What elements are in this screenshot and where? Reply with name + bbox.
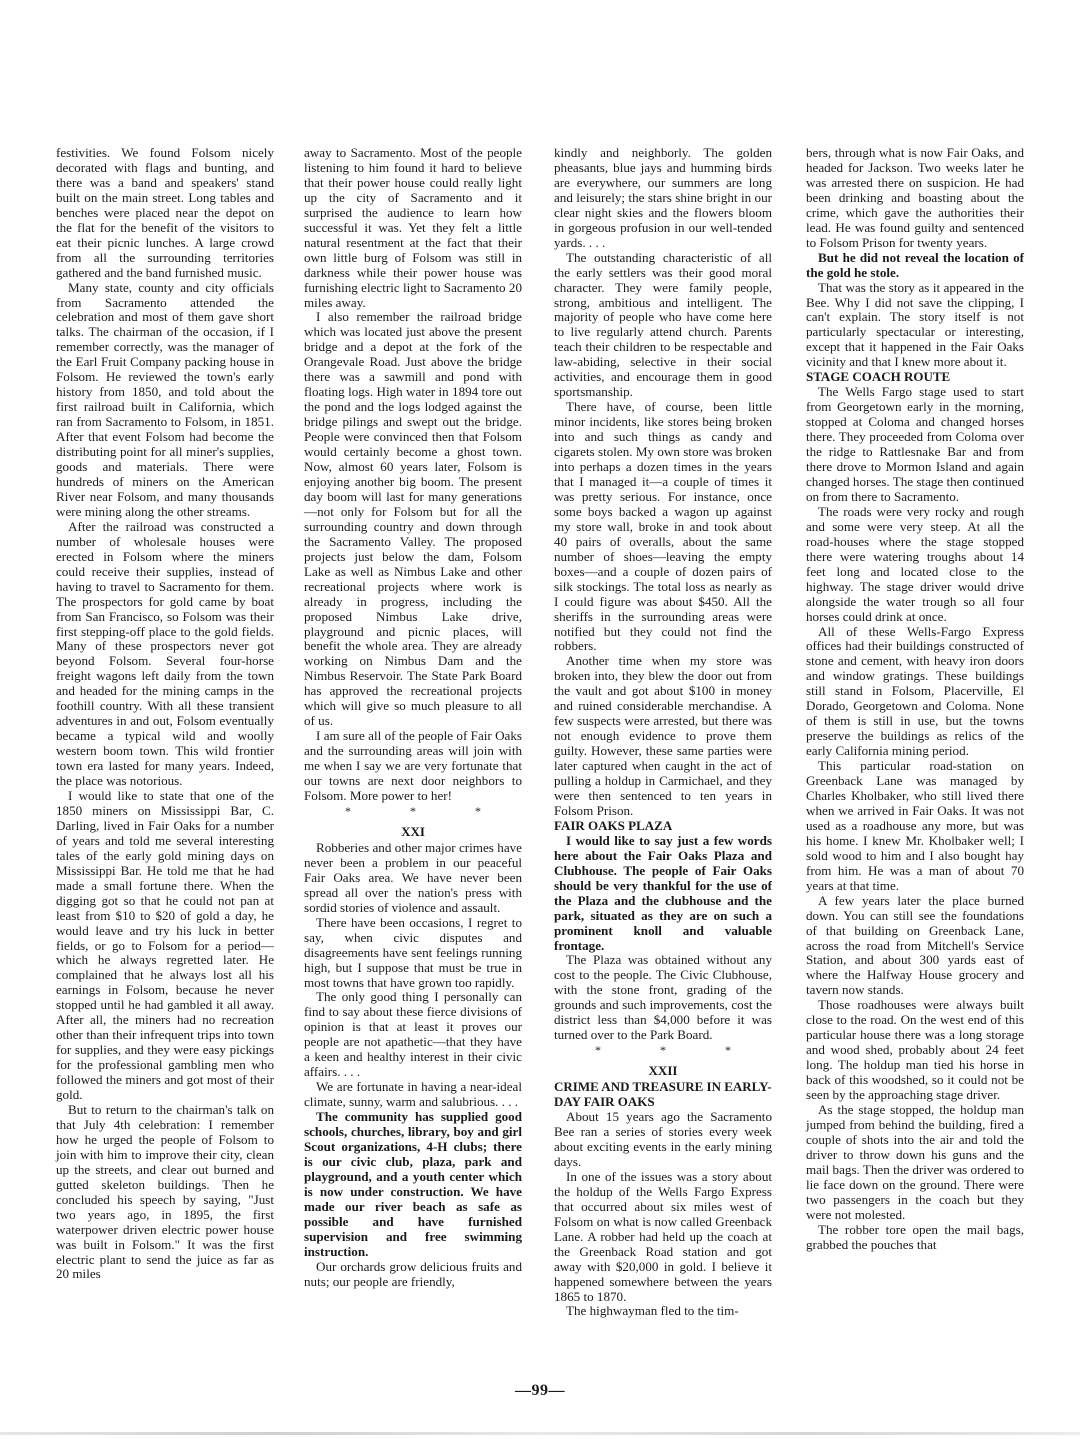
paragraph: In one of the issues was a story about the holdup of the Wells Fargo Express that occurred about six miles west of Folsom on what is now called Greenback Lane. A robber had held up the coach at the Greenback Road station and got away with $20,000 in gold. I believe it happened somewhere between the years 1865 to 1870. [554, 1168, 772, 1304]
paragraph: The Wells Fargo stage used to start from Georgetown early in the morning, stopped at Coloma and changed horses there. They proceeded from Coloma over the ridge to Rattlesnake Bar and from there drove to Mormon Island and again changed horses. The stage then continued on from there to Sacramento. [806, 384, 1024, 504]
paragraph: festivities. We found Folsom nicely decorated with flags and bunting, and there was a band and speakers' stand built on the main street. Long tables and benches were placed near the depot on the flat for the benefit of the visitors to eat their picnic lunches. A large crowd from all the surrounding territories gathered and the band furnished music. [56, 145, 274, 280]
section-heading: STAGE COACH ROUTE [806, 369, 951, 385]
scan-edge-divider [0, 1432, 1080, 1435]
text-column-2 [304, 146, 522, 1290]
paragraph: Another time when my store was broken into, they blew the door out from the vault and got about $100 in money and ruined considerable merchandise. A few suspects were arrested, but there was not enough evidence to prove them guilty. However, these same parties were later captured when caught in the act of pulling a holdup in Carmichael, and they were then sentenced to ten years in Folsom Prison. [554, 653, 772, 818]
paragraph: We are fortunate in having a near-ideal climate, sunny, warm and salubrious. . . . [304, 1079, 522, 1110]
paragraph: After the railroad was constructed a number of wholesale houses were erected in Folsom where the miners could receive their supplies, instead of having to travel to Sacramento for them. The prospectors for gold came by boat from San Francisco, so Folsom was their first stepping-off place to the gold fields. Many of these prospectors never got beyond Folsom. Several four-horse freight wagons left daily from the town and headed for the mining camps in the foothill country. With all these transient adventures in and out, Folsom eventually became a typical wild and woolly western boom town. This wild frontier town era lasted for many years. Indeed, the place was notorious. [56, 518, 274, 789]
page-number: —99— [515, 1382, 565, 1399]
paragraph: This particular road-station on Greenback Lane was managed by Charles Kholbaker, who still lived there when we arrived in Fair Oaks. It was not used as a roadhouse any more, but was his home. I knew Mr. Kholbaker well; I sold wood to him and I also bought hay from him. He was a man of about 70 years at that time. [806, 758, 1024, 893]
paragraph: But to return to the chairman's talk on that July 4th celebration: I remember how he urged the people of Folsom to join with him to improve their city, clean up the streets, and clear out burned and gutted skeleton buildings. Then he concluded his speech by saying, "Just two years ago, in 1895, the first waterpower driven electric power house was built in Folsom." It was the first electric plant to send the juice as far as 20 miles [56, 1102, 274, 1282]
chapter-number: XXI [401, 823, 425, 839]
paragraph: That was the story as it appeared in the Bee. Why I did not save the clipping, I can't explain. The story itself is not particularly spectacular or interesting, except that it happened in the Fair Oaks vicinity and that I knew more about it. [806, 279, 1024, 370]
paragraph: About 15 years ago the Sacramento Bee ran a series of stories every week about exciting events in the early mining days. [554, 1109, 772, 1169]
paragraph: I am sure all of the people of Fair Oaks and the surrounding areas will join with me when I say we are very fortunate that our towns are next door neighbors to Folsom. More power to her! [304, 728, 522, 803]
paragraph-bold: But he did not reveal the location of the gold he stole. [806, 249, 1024, 280]
chapter-title: CRIME AND TREASURE IN EARLY-DAY FAIR OAKS [554, 1079, 772, 1110]
paragraph: The robber tore open the mail bags, grabbed the pouches that [806, 1221, 1024, 1252]
paragraph: There have, of course, been little minor incidents, like stores being broken into and such things as candy and cigarets stolen. My own store was broken into perhaps a dozen times in the years that I managed it—a couple of times it was pretty serious. For instance, once some boys backed a wagon up against my store wall, broke in and took about 40 pairs of overalls, about the same number of shoes—leaving the empty boxes—and a couple of dozen pairs of silk stockings. The total loss as nearly as I could figure was about $450. All the sheriffs in the surrounding areas were notified but they could not find the robbers. [554, 399, 772, 654]
paragraph: kindly and neighborly. The golden pheasants, blue jays and humming birds are everywhere, our summers are long and leisurely; the stars shine bright in our clear night skies and the flowers bloom in gorgeous profusion in our well-tended yards. . . . [554, 145, 772, 250]
section-separator: * * * [595, 1043, 759, 1058]
paragraph: The roads were very rocky and rough and some were very steep. At all the road-houses where the stage stopped there were watering troughs about 14 feet long and located close to the highway. The stage driver would drive alongside the water trough so all four horses could drink at once. [806, 503, 1024, 624]
paragraph: All of these Wells-Fargo Express offices had their buildings constructed of stone and cement, with heavy iron doors and window gratings. These buildings still stand in Folsom, Placerville, El Dorado, Georgetown and Coloma. None of them is still in use, but the towns preserve the buildings as relics of the early California mining period. [806, 623, 1024, 759]
paragraph: A few years later the place burned down. You can still see the foundations of that building on Greenback Lane, across the road from Mitchell's Service Station, and about 300 yards east of where the Halfway House grocery and tavern now stands. [806, 892, 1024, 998]
section-heading: FAIR OAKS PLAZA [554, 817, 673, 833]
paragraph-bold: I would like to say just a few words here about the Fair Oaks Plaza and Clubhouse. The people of Fair Oaks should be very thankful for the use of the Plaza and the clubhouse and the park, situated as they are on such a prominent knoll and valuable frontage. [554, 832, 772, 953]
paragraph: away to Sacramento. Most of the people listening to him found it hard to believe that their power house could really light up the city of Sacramento and it surprised the audience to learn how successful it was. Yet they felt a little natural resentment at the fact that their own little burg of Folsom was still in darkness while their power house was furnishing electric light to Sacramento 20 miles away. [304, 145, 522, 310]
section-separator: * * * [345, 803, 509, 818]
paragraph: The Plaza was obtained without any cost to the people. The Civic Clubhouse, with the stone front, grading of the grounds and such improvements, cost the district less than $4,000 before it was turned over to the Park Board. [554, 952, 772, 1043]
paragraph: As the stage stopped, the holdup man jumped from behind the building, fired a couple of shots into the air and told the driver to throw down his guns and the mail bags. Then the driver was ordered to lie face down on the ground. There were two passengers in the coach but they were not molested. [806, 1102, 1024, 1222]
paragraph: I also remember the railroad bridge which was located just above the present bridge and a depot at the fork of the Orangevale Road. Just above the bridge there was a sawmill and pond with floating logs. High water in 1894 tore out the pond and the logs lodged against the bridge pilings and swept out the bridge. People were convinced then that Folsom would certainly become a ghost town. Now, almost 60 years later, Folsom is enjoying another big boom. The present day boom will last for many generations —not only for Folsom but for all the surrounding country and down through the Sacramento Valley. The proposed projects just below the dam, Folsom Lake as well as Nimbus Lake and other recreational projects where work is already in progress, including the proposed Nimbus Lake drive, playground and picnic places, will benefit the whole area. They are already working on Nimbus Dam and the Nimbus Reservoir. The State Park Board has approved the recreational projects which will give so much pleasure to all of us. [304, 309, 522, 729]
paragraph: Those roadhouses were always built close to the road. On the west end of this particular house there was a long storage and wood shed, probably about 24 feet long. The holdup man tied his horse in back of this woodshed, so it could not be seen by the approaching stage driver. [806, 997, 1024, 1103]
text-column-3 [554, 146, 772, 1319]
paragraph: Many state, county and city officials from Sacramento attended the celebration and most of them gave short talks. The chairman of the occasion, if I remember correctly, was the manager of the Earl Fruit Company packing house in Folsom. He reviewed the town's early history from 1850, and told about the first railroad built in California, which ran from Sacramento to Folsom, in 1851. After that event Folsom had become the distributing point for all miner's supplies, goods and materials. There were hundreds of miners on the American River near Folsom, and many thousands were mining along the other streams. [56, 279, 274, 519]
paragraph: I would like to state that one of the 1850 miners on Mississippi Bar, C. Darling, lived in Fair Oaks for a number of years and told me several interesting tales of the early gold mining days on Mississippi Bar. He told me that he had made a small fortune there. When the digging got so that he could not pan at least from $10 to $20 of gold a day, he would leave and try his luck in better fields, or go to Folsom for a period—which he always regretted later. He complained that he always lost all his earnings in Folsom, because he never stopped until he had gambled it all away. After all, the miners had no recreation other than their infrequent trips into town for supplies, and they were easy pickings for the professional gambling men who followed the miners and got most of their gold. [56, 787, 274, 1103]
paragraph: Robberies and other major crimes have never been a problem in our peaceful Fair Oaks area. We have never been spread all over the nation's press with sordid stories of violence and assault. [304, 839, 522, 915]
chapter-number: XXII [648, 1063, 678, 1079]
paragraph-bold: The community has supplied good schools, churches, library, boy and girl Scout organizations, 4-H clubs; there is our civic club, plaza, park and playground, and a youth center which is now under construction. We have made our river beach as safe as possible and have furnished supervision and free swimming instruction. [304, 1109, 522, 1259]
text-column-1 [56, 146, 274, 1282]
paragraph: bers, through what is now Fair Oaks, and headed for Jackson. Two weeks later he was arrested there on suspicion. He had been drinking and boasting about the crime, which gave the authorities their lead. He was found guilty and sentenced to Folsom Prison for twenty years. [806, 145, 1024, 250]
paragraph: Our orchards grow delicious fruits and nuts; our people are friendly, [304, 1258, 522, 1289]
paragraph: The outstanding characteristic of all the early settlers was their good moral character. They were family people, strong, ambitious and intelligent. The majority of people who have come here to live regularly attend church. Parents teach their children to be respectable and law-abiding, selective in their social activities, and encourage them in good sportsmanship. [554, 249, 772, 400]
text-column-4 [806, 146, 1024, 1253]
paragraph: The only good thing I personally can find to say about these fierce divisions of opinion is that at least it proves our people are not apathetic—that they have a keen and healthy interest in their civic affairs. . . . [304, 989, 522, 1080]
paragraph: There have been occasions, I regret to say, when civic disputes and disagreements have sent feelings running high, but I suppose that must be true in most towns that have grown too rapidly. [304, 914, 522, 990]
paragraph: The highwayman fled to the tim- [566, 1303, 739, 1319]
